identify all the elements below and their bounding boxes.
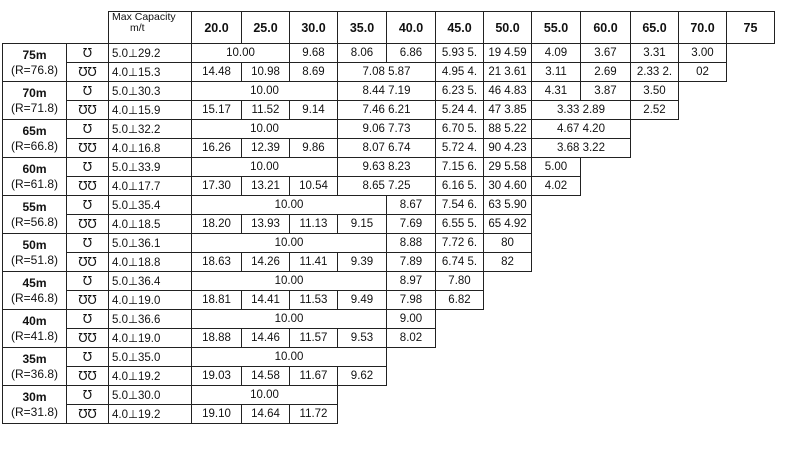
boom-double-row: [3, 63, 775, 82]
boom-length-label: 70m: [22, 85, 47, 100]
load-value-cell: 7.72 6.: [436, 234, 484, 253]
single-line-hook-icon: Ʊ: [67, 310, 109, 329]
load-value-cell: 6.16 5.: [436, 177, 484, 196]
load-value-cell: 11.52: [242, 101, 290, 120]
load-value-cell: 8.97: [387, 272, 436, 291]
load-value-cell: 10.00: [192, 386, 338, 405]
max-capacity-cell: 4.0⊥18.8: [109, 253, 192, 272]
empty-cell: [631, 139, 775, 158]
load-value-cell: 2.33 2.: [631, 63, 679, 82]
radius-header: 20.0: [192, 12, 242, 44]
load-value-cell: 10.00: [192, 310, 387, 329]
load-value-cell: 12.39: [242, 139, 290, 158]
radius-header: 65.0: [631, 12, 679, 44]
boom-length-cell: [3, 386, 67, 424]
max-capacity-cell: 5.0⊥30.3: [109, 82, 192, 101]
load-value-cell: 10.00: [192, 272, 387, 291]
radius-header: 70.0: [679, 12, 727, 44]
empty-cell: [581, 158, 775, 177]
load-value-cell: 6.86: [387, 44, 436, 63]
boom-single-row: [3, 158, 775, 177]
load-value-cell: 11.13: [290, 215, 338, 234]
load-value-cell: 80: [484, 234, 532, 253]
empty-cell: [679, 101, 727, 120]
load-value-cell: 8.88: [387, 234, 436, 253]
boom-length-label: 30m: [22, 389, 47, 404]
boom-single-row: [3, 272, 775, 291]
load-value-cell: 3.67: [581, 44, 631, 63]
load-value-cell: 10.00: [192, 196, 387, 215]
boom-length-cell: [3, 348, 67, 386]
max-capacity-cell: 4.0⊥18.5: [109, 215, 192, 234]
max-capacity-cell: 5.0⊥36.1: [109, 234, 192, 253]
boom-double-row: [3, 329, 775, 348]
boom-single-row: [3, 120, 775, 139]
load-value-cell: 6.82: [436, 291, 484, 310]
radius-header: 60.0: [581, 12, 631, 44]
double-line-hook-icon: ƱƱ: [67, 405, 109, 424]
load-value-cell: 18.63: [192, 253, 242, 272]
empty-cell: [387, 348, 775, 367]
corner-cell: [3, 12, 109, 44]
boom-length-cell: [3, 82, 67, 120]
empty-cell: [532, 215, 775, 234]
load-value-cell: 3.87: [581, 82, 631, 101]
load-value-cell: 11.67: [290, 367, 338, 386]
load-value-cell: 10.00: [192, 158, 338, 177]
empty-cell: [581, 177, 775, 196]
single-line-hook-icon: Ʊ: [67, 82, 109, 101]
boom-single-row: [3, 386, 775, 405]
max-capacity-cell: 5.0⊥36.6: [109, 310, 192, 329]
load-value-cell: 11.53: [290, 291, 338, 310]
empty-cell: [484, 291, 775, 310]
load-value-cell: 14.41: [242, 291, 290, 310]
load-value-cell: 9.63 8.23: [338, 158, 436, 177]
load-value-cell: 7.69: [387, 215, 436, 234]
load-value-cell: 11.57: [290, 329, 338, 348]
empty-cell: [679, 82, 727, 101]
load-value-cell: 4.09: [532, 44, 581, 63]
boom-double-row: [3, 367, 775, 386]
single-line-hook-icon: Ʊ: [67, 158, 109, 177]
empty-cell: [532, 234, 775, 253]
load-value-cell: 19.03: [192, 367, 242, 386]
boom-length-label: 45m: [22, 275, 47, 290]
load-value-cell: 10.00: [192, 82, 338, 101]
load-value-cell: 3.68 3.22: [532, 139, 631, 158]
boom-single-row: [3, 82, 775, 101]
boom-radius-label: (R=51.8): [10, 252, 59, 267]
load-value-cell: 10.00: [192, 234, 387, 253]
max-capacity-cell: 4.0⊥19.2: [109, 367, 192, 386]
load-value-cell: 3.33 2.89: [532, 101, 631, 120]
load-value-cell: 9.53: [338, 329, 387, 348]
load-value-cell: 18.20: [192, 215, 242, 234]
boom-length-label: 65m: [22, 123, 47, 138]
load-value-cell: 3.00: [679, 44, 727, 63]
boom-single-row: [3, 196, 775, 215]
boom-single-row: [3, 348, 775, 367]
empty-cell: [338, 405, 775, 424]
boom-radius-label: (R=66.8): [10, 138, 59, 153]
radius-header: 50.0: [484, 12, 532, 44]
empty-cell: [532, 253, 775, 272]
load-value-cell: 19 4.59: [484, 44, 532, 63]
single-line-hook-icon: Ʊ: [67, 196, 109, 215]
load-value-cell: 7.54 6.: [436, 196, 484, 215]
max-capacity-cell: 4.0⊥19.0: [109, 291, 192, 310]
boom-radius-label: (R=71.8): [10, 100, 59, 115]
max-capacity-cell: 5.0⊥30.0: [109, 386, 192, 405]
empty-cell: [338, 386, 775, 405]
empty-cell: [631, 120, 775, 139]
load-value-cell: 7.08 5.87: [338, 63, 436, 82]
radius-header: 55.0: [532, 12, 581, 44]
load-value-cell: 3.50: [631, 82, 679, 101]
max-capacity-cell: 4.0⊥17.7: [109, 177, 192, 196]
boom-radius-label: (R=56.8): [10, 214, 59, 229]
load-value-cell: 14.46: [242, 329, 290, 348]
single-line-hook-icon: Ʊ: [67, 272, 109, 291]
double-line-hook-icon: ƱƱ: [67, 329, 109, 348]
load-value-cell: 47 3.85: [484, 101, 532, 120]
load-value-cell: 9.15: [338, 215, 387, 234]
max-capacity-cell: 4.0⊥15.3: [109, 63, 192, 82]
boom-double-row: [3, 253, 775, 272]
load-value-cell: 8.65 7.25: [338, 177, 436, 196]
boom-length-label: 50m: [22, 237, 47, 252]
max-capacity-cell: 4.0⊥16.8: [109, 139, 192, 158]
load-value-cell: 8.69: [290, 63, 338, 82]
load-value-cell: 88 5.22: [484, 120, 532, 139]
load-chart-body: [3, 44, 775, 424]
boom-single-row: [3, 310, 775, 329]
load-value-cell: 65 4.92: [484, 215, 532, 234]
load-value-cell: 4.67 4.20: [532, 120, 631, 139]
boom-single-row: [3, 44, 775, 63]
empty-cell: [436, 329, 775, 348]
double-line-hook-icon: ƱƱ: [67, 215, 109, 234]
load-value-cell: 7.89: [387, 253, 436, 272]
single-line-hook-icon: Ʊ: [67, 348, 109, 367]
boom-length-label: 55m: [22, 199, 47, 214]
load-value-cell: 4.31: [532, 82, 581, 101]
boom-double-row: [3, 101, 775, 120]
boom-double-row: [3, 291, 775, 310]
boom-length-cell: [3, 44, 67, 82]
load-value-cell: 10.54: [290, 177, 338, 196]
load-value-cell: 3.11: [532, 63, 581, 82]
radius-header: 45.0: [436, 12, 484, 44]
load-chart-table: [2, 11, 775, 424]
single-line-hook-icon: Ʊ: [67, 44, 109, 63]
load-value-cell: 10.00: [192, 120, 338, 139]
boom-length-cell: [3, 272, 67, 310]
single-line-hook-icon: Ʊ: [67, 120, 109, 139]
load-value-cell: 02: [679, 63, 727, 82]
load-value-cell: 9.00: [387, 310, 436, 329]
boom-radius-label: (R=46.8): [10, 290, 59, 305]
empty-cell: [532, 196, 775, 215]
empty-cell: [436, 310, 775, 329]
load-value-cell: 6.74 5.: [436, 253, 484, 272]
load-value-cell: 2.52: [631, 101, 679, 120]
boom-length-label: 60m: [22, 161, 47, 176]
load-value-cell: 14.64: [242, 405, 290, 424]
boom-length-label: 75m: [22, 47, 47, 62]
load-value-cell: 4.02: [532, 177, 581, 196]
load-value-cell: 5.72 4.: [436, 139, 484, 158]
load-value-cell: 5.24 4.: [436, 101, 484, 120]
max-capacity-cell: 4.0⊥19.2: [109, 405, 192, 424]
boom-length-cell: [3, 158, 67, 196]
load-value-cell: 19.10: [192, 405, 242, 424]
load-value-cell: 30 4.60: [484, 177, 532, 196]
double-line-hook-icon: ƱƱ: [67, 139, 109, 158]
load-value-cell: 7.98: [387, 291, 436, 310]
max-capacity-cell: 5.0⊥29.2: [109, 44, 192, 63]
max-capacity-cell: 5.0⊥33.9: [109, 158, 192, 177]
load-value-cell: 14.48: [192, 63, 242, 82]
max-capacity-cell: 5.0⊥32.2: [109, 120, 192, 139]
load-value-cell: 9.49: [338, 291, 387, 310]
single-line-hook-icon: Ʊ: [67, 386, 109, 405]
boom-radius-label: (R=76.8): [10, 62, 59, 77]
load-value-cell: 13.93: [242, 215, 290, 234]
load-value-cell: 5.93 5.: [436, 44, 484, 63]
max-capacity-unit: m/t: [130, 22, 145, 34]
load-value-cell: 17.30: [192, 177, 242, 196]
empty-cell: [387, 367, 775, 386]
load-value-cell: 6.70 5.: [436, 120, 484, 139]
load-value-cell: 8.44 7.19: [338, 82, 436, 101]
max-capacity-cell: 4.0⊥19.0: [109, 329, 192, 348]
boom-length-cell: [3, 120, 67, 158]
header-row: [3, 12, 775, 44]
load-value-cell: 7.80: [436, 272, 484, 291]
load-value-cell: 82: [484, 253, 532, 272]
load-value-cell: 46 4.83: [484, 82, 532, 101]
load-value-cell: 90 4.23: [484, 139, 532, 158]
load-value-cell: 10.00: [192, 44, 290, 63]
max-capacity-header: [109, 12, 192, 44]
max-capacity-label: Max Capacity: [112, 11, 176, 23]
max-capacity-cell: 5.0⊥36.4: [109, 272, 192, 291]
load-value-cell: 10.00: [192, 348, 387, 367]
double-line-hook-icon: ƱƱ: [67, 101, 109, 120]
boom-length-cell: [3, 196, 67, 234]
load-value-cell: 9.06 7.73: [338, 120, 436, 139]
double-line-hook-icon: ƱƱ: [67, 291, 109, 310]
load-value-cell: 8.02: [387, 329, 436, 348]
load-value-cell: 3.31: [631, 44, 679, 63]
boom-length-label: 40m: [22, 313, 47, 328]
load-value-cell: 8.07 6.74: [338, 139, 436, 158]
double-line-hook-icon: ƱƱ: [67, 367, 109, 386]
load-value-cell: 11.41: [290, 253, 338, 272]
load-value-cell: 18.88: [192, 329, 242, 348]
boom-radius-label: (R=36.8): [10, 366, 59, 381]
boom-radius-label: (R=61.8): [10, 176, 59, 191]
single-line-hook-icon: Ʊ: [67, 234, 109, 253]
load-value-cell: 14.58: [242, 367, 290, 386]
load-value-cell: 8.67: [387, 196, 436, 215]
load-value-cell: 6.23 5.: [436, 82, 484, 101]
load-value-cell: 15.17: [192, 101, 242, 120]
load-value-cell: 18.81: [192, 291, 242, 310]
boom-double-row: [3, 405, 775, 424]
radius-header: 75: [727, 12, 775, 44]
empty-cell: [484, 272, 775, 291]
boom-length-label: 35m: [22, 351, 47, 366]
boom-double-row: [3, 215, 775, 234]
radius-header: 40.0: [387, 12, 436, 44]
load-value-cell: 10.98: [242, 63, 290, 82]
load-value-cell: 9.68: [290, 44, 338, 63]
load-value-cell: 9.62: [338, 367, 387, 386]
max-capacity-cell: 5.0⊥35.0: [109, 348, 192, 367]
load-value-cell: 29 5.58: [484, 158, 532, 177]
load-value-cell: 7.46 6.21: [338, 101, 436, 120]
boom-double-row: [3, 177, 775, 196]
boom-double-row: [3, 139, 775, 158]
load-value-cell: 8.06: [338, 44, 387, 63]
boom-radius-label: (R=31.8): [10, 404, 59, 419]
load-value-cell: 2.69: [581, 63, 631, 82]
load-value-cell: 6.55 5.: [436, 215, 484, 234]
double-line-hook-icon: ƱƱ: [67, 253, 109, 272]
load-value-cell: 13.21: [242, 177, 290, 196]
radius-header: 35.0: [338, 12, 387, 44]
boom-length-cell: [3, 310, 67, 348]
load-value-cell: 11.72: [290, 405, 338, 424]
boom-radius-label: (R=41.8): [10, 328, 59, 343]
load-value-cell: 9.86: [290, 139, 338, 158]
radius-header: 25.0: [242, 12, 290, 44]
radius-header: 30.0: [290, 12, 338, 44]
load-value-cell: 16.26: [192, 139, 242, 158]
boom-length-cell: [3, 234, 67, 272]
load-value-cell: 21 3.61: [484, 63, 532, 82]
load-value-cell: 9.39: [338, 253, 387, 272]
double-line-hook-icon: ƱƱ: [67, 177, 109, 196]
double-line-hook-icon: ƱƱ: [67, 63, 109, 82]
load-value-cell: 7.15 6.: [436, 158, 484, 177]
load-value-cell: 63 5.90: [484, 196, 532, 215]
load-value-cell: 5.00: [532, 158, 581, 177]
load-value-cell: 14.26: [242, 253, 290, 272]
max-capacity-cell: 5.0⊥35.4: [109, 196, 192, 215]
load-value-cell: 4.95 4.: [436, 63, 484, 82]
load-value-cell: 9.14: [290, 101, 338, 120]
boom-single-row: [3, 234, 775, 253]
max-capacity-cell: 4.0⊥15.9: [109, 101, 192, 120]
